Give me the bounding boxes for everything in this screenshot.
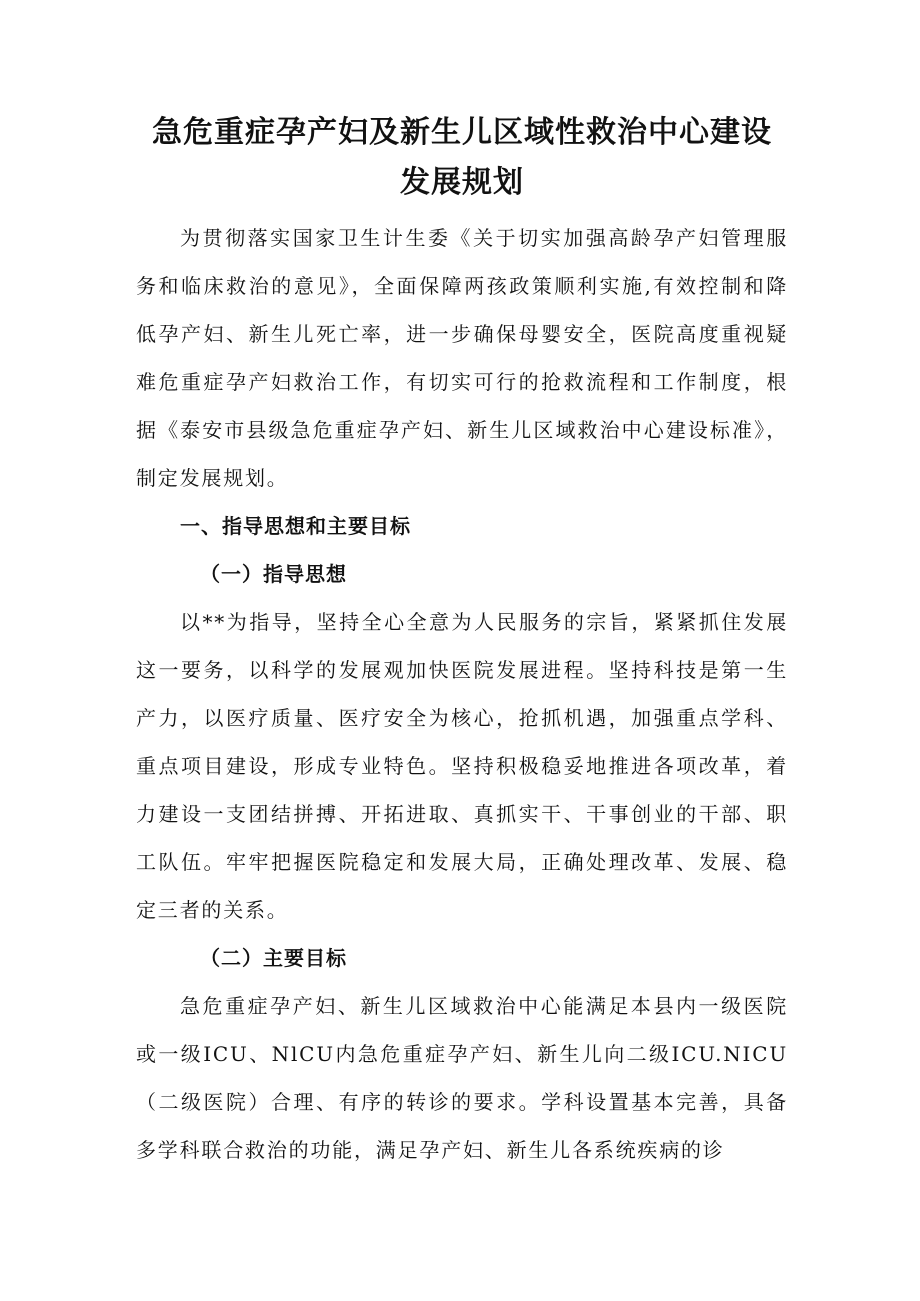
title-line-2: 发展规划 [400,165,524,200]
section-1-heading: 一、指导思想和主要目标 [180,514,411,538]
subsection-1-paragraph: 以**为指导，坚持全心全意为人民服务的宗旨，紧紧抓住发展这一要务，以科学的发展观加快医院发展进程。坚持科技是第一生产力，以医疗质量、医疗安全为核心，抢抓机遇，加强重点学科、重点项目建设，形成专业特色。坚持积极稳妥地推进各项改革，着力建设一支团结拼搏、开拓进取、真抓实干、干事创业的干部、职工队伍。牢牢把握医院稳定和发展大局，正确处理改革、发展、稳定三者的关系。 [136,610,788,922]
intro-paragraph: 为贯彻落实国家卫生计生委《关于切实加强高龄孕产妇管理服务和临床救治的意见》，全面保障两孩政策顺利实施,有效控制和降低孕产妇、新生儿死亡率，进一步确保母婴安全，医院高度重视疑难危重症孕产妇救治工作，有切实可行的抢救流程和工作制度，根据《泰安市县级急危重症孕产妇、新生儿区域救治中心建设标准》，制定发展规划。 [136,226,788,490]
subsection-1-heading: （一）指导思想 [200,562,347,586]
title-line-1: 急危重症孕产妇及新生儿区域性救治中心建设 [152,115,772,150]
subsection-2-paragraph: 急危重症孕产妇、新生儿区域救治中心能满足本县内一级医院或一级ICU、NlCU内急危重症孕产妇、新生儿向二级ICU.NICU（二级医院）合理、有序的转诊的要求。学科设置基本完善，具备多学科联合救治的功能，满足孕产妇、新生儿各系统疾病的诊 [136,994,788,1162]
document-title [136,108,788,208]
subsection-2-heading: （二）主要目标 [200,946,347,970]
